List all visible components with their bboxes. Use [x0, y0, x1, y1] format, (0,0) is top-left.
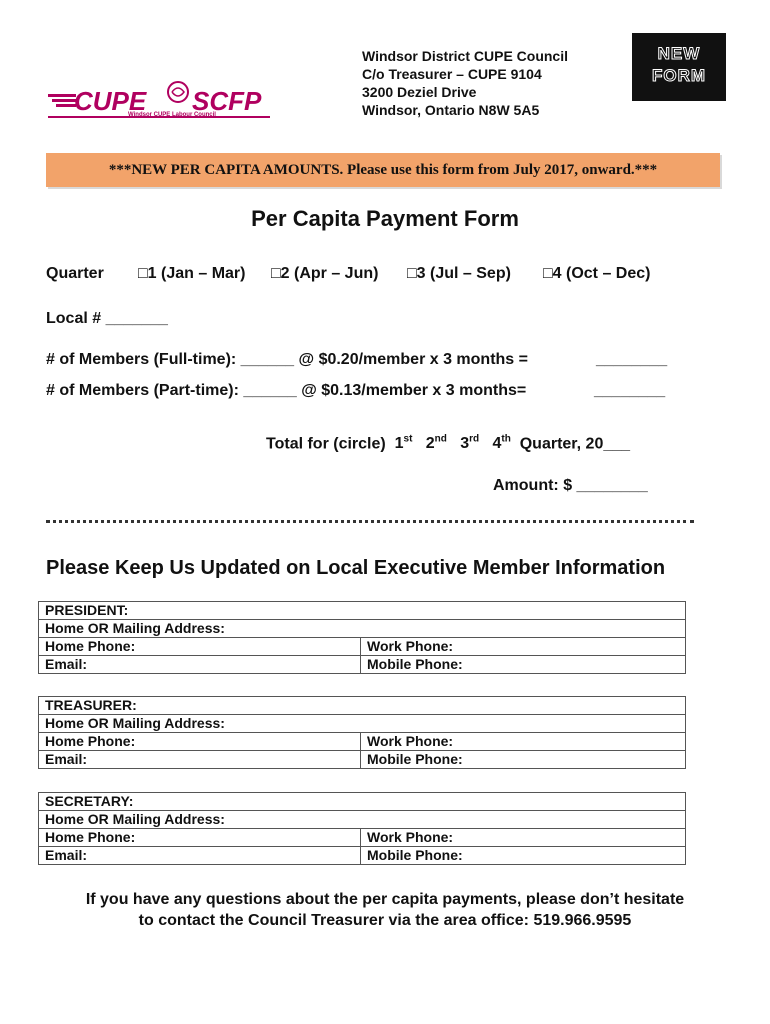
mobile-phone-field[interactable]: Mobile Phone:: [361, 751, 686, 769]
email-field[interactable]: Email:: [39, 847, 361, 865]
address-field[interactable]: Home OR Mailing Address:: [39, 811, 686, 829]
local-number-field[interactable]: Local # _______: [46, 310, 168, 327]
logo-subtitle: Windsor CUPE Labour Council: [128, 112, 216, 118]
email-field[interactable]: Email:: [39, 656, 361, 674]
role-label: SECRETARY:: [39, 793, 686, 811]
work-phone-field[interactable]: Work Phone:: [361, 638, 686, 656]
dotted-divider: [46, 520, 694, 523]
svg-text:CUPE: CUPE: [74, 86, 147, 116]
fulltime-amount-blank[interactable]: ________: [596, 351, 668, 368]
address-field[interactable]: Home OR Mailing Address:: [39, 715, 686, 733]
svg-text:SCFP: SCFP: [192, 86, 262, 116]
address-line: C/o Treasurer – CUPE 9104: [362, 66, 542, 82]
new-form-badge: NEW FORM: [632, 33, 726, 101]
total-quarter-line: Total for (circle) 1st 2nd 3rd 4th Quarter, 20___: [266, 434, 631, 453]
quarter-option-4[interactable]: □4 (Oct – Dec): [543, 265, 651, 282]
contact-footer: If you have any questions about the per capita payments, please don’t hesitate to contact the Council Treasurer via the area office: 519.966.9595: [85, 891, 685, 929]
role-label: PRESIDENT:: [39, 602, 686, 620]
quarter-option-3[interactable]: □3 (Jul – Sep): [407, 265, 511, 282]
page-title: Per Capita Payment Form: [251, 206, 519, 231]
home-phone-field[interactable]: Home Phone:: [39, 638, 361, 656]
quarter-circle-3[interactable]: 3rd: [460, 434, 480, 453]
quarter-option-2[interactable]: □2 (Apr – Jun): [271, 265, 379, 282]
address-field[interactable]: Home OR Mailing Address:: [39, 620, 686, 638]
notice-banner: ***NEW PER CAPITA AMOUNTS. Please use this form from July 2017, onward.***: [46, 153, 720, 187]
quarter-circle-1[interactable]: 1st: [394, 434, 413, 453]
quarter-label: Quarter: [46, 265, 104, 282]
treasurer-table: [38, 696, 686, 769]
mobile-phone-field[interactable]: Mobile Phone:: [361, 847, 686, 865]
parttime-amount-blank[interactable]: ________: [594, 382, 666, 399]
email-field[interactable]: Email:: [39, 751, 361, 769]
work-phone-field[interactable]: Work Phone:: [361, 829, 686, 847]
home-phone-field[interactable]: Home Phone:: [39, 733, 361, 751]
mobile-phone-field[interactable]: Mobile Phone:: [361, 656, 686, 674]
address-line: 3200 Deziel Drive: [362, 84, 477, 100]
president-table: [38, 601, 686, 674]
fulltime-members-line[interactable]: # of Members (Full-time): ______ @ $0.20/member x 3 months =: [46, 351, 528, 368]
address-line: Windsor District CUPE Council: [362, 48, 569, 64]
parttime-members-line[interactable]: # of Members (Part-time): ______ @ $0.13/member x 3 months=: [46, 382, 527, 399]
home-phone-field[interactable]: Home Phone:: [39, 829, 361, 847]
amount-field[interactable]: Amount: $ ________: [493, 477, 648, 494]
quarter-circle-2[interactable]: 2nd: [425, 434, 447, 453]
role-label: TREASURER:: [39, 697, 686, 715]
section-heading: Please Keep Us Updated on Local Executive Member Information: [46, 557, 666, 579]
secretary-table: [38, 792, 686, 865]
address-line: Windsor, Ontario N8W 5A5: [362, 102, 540, 118]
year-field[interactable]: Quarter, 20___: [519, 435, 631, 453]
quarter-circle-4[interactable]: 4th: [492, 434, 511, 453]
council-address: [362, 47, 568, 119]
quarter-option-1[interactable]: □1 (Jan – Mar): [138, 265, 246, 282]
work-phone-field[interactable]: Work Phone:: [361, 733, 686, 751]
